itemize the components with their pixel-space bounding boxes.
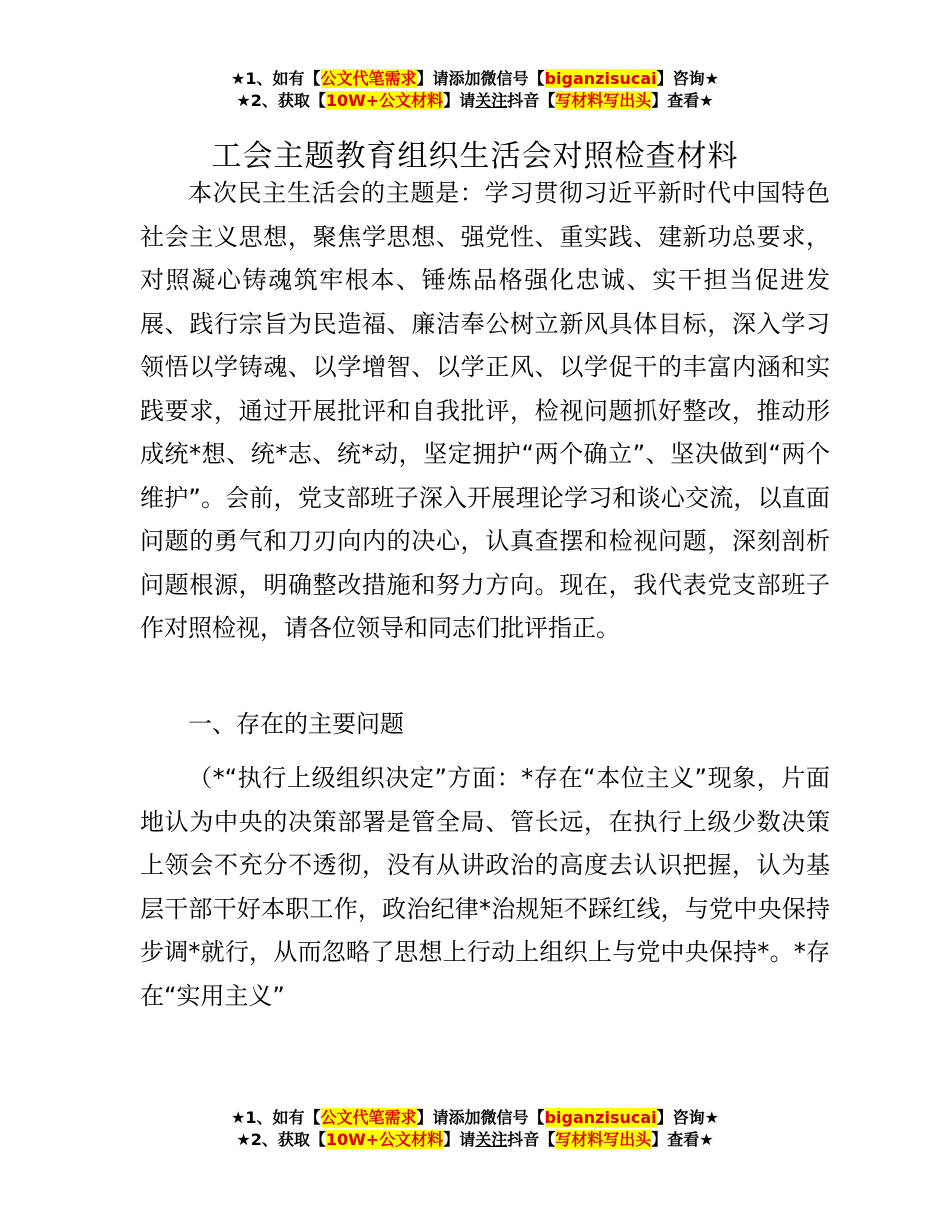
banner-text: 】查看★: [651, 1130, 714, 1149]
body-paragraph: [140, 172, 830, 651]
banner-line-2: [0, 90, 950, 112]
banner-text: ★1、如有【: [231, 1108, 321, 1127]
document-title: 工会主题教育组织生活会对照检查材料: [211, 139, 739, 175]
section-heading-text: 一、存在的主要问题: [188, 710, 404, 738]
banner-text: 微信号【: [480, 1108, 545, 1127]
paragraph-text: （*“执行上级组织决定”方面：*存在“本位主义”现象，片面地认为中央的决策部署是管全局、管长远，在执行上级少数决策上领会不充分不透彻，没有从讲政治的高度去认识把握，认为基层干部干好本职工作，政治纪律*治规矩不踩红线，与党中央保持步调*就行，从而忽略了思想上行动上组织上与党中央保持*。*存在“实用主义”: [140, 764, 830, 1010]
banner-text: 】咨询★: [656, 1108, 719, 1127]
banner-line-1: [0, 1107, 950, 1129]
banner-text: 】请: [416, 1108, 449, 1127]
banner-line-2: [0, 1129, 950, 1151]
banner-highlight: biganzisucai: [544, 69, 657, 88]
banner-text: ★1、如有【: [231, 69, 321, 88]
banner-highlight: 写材料写出头: [555, 1130, 652, 1149]
banner-text: 抖音【: [507, 91, 556, 110]
banner-text: 微信号【: [480, 69, 545, 88]
banner-text: 添加: [448, 69, 481, 88]
banner-text: ★2、获取【: [236, 1130, 326, 1149]
section-heading: [140, 703, 830, 747]
banner-highlight: 写材料写出头: [555, 91, 652, 110]
paragraph-text: 本次民主生活会的主题是：学习贯彻习近平新时代中国特色社会主义思想，聚焦学思想、强党性、重实践、建新功总要求，对照凝心铸魂筑牢根本、锤炼品格强化忠诚、实干担当促进发展、践行宗旨为民造福、廉洁奉公树立新风具体目标，深入学习领悟以学铸魂、以学增智、以学正风、以学促干的丰富内涵和实践要求，通过开展批评和自我批评，检视问题抓好整改，推动形成统*想、统*志、统*动，坚定拥护“两个确立”、坚决做到“两个维护”。会前，党支部班子深入开展理论学习和谈心交流，以直面问题的勇气和刀刃向内的决心，认真查摆和检视问题，深刻剖析问题根源，明确整改措施和努力方向。现在，我代表党支部班子作对照检视，请各位领导和同志们批评指正。: [140, 179, 830, 642]
banner-text: 抖音【: [507, 1130, 556, 1149]
banner-text: 】请: [443, 91, 476, 110]
banner-line-1: [0, 68, 950, 90]
banner-highlight: 10W+公文材料: [325, 1130, 444, 1149]
footer-banner: [0, 1107, 950, 1151]
banner-text: 】请: [443, 1130, 476, 1149]
banner-highlight: biganzisucai: [544, 1108, 657, 1127]
banner-text: 添加: [448, 1108, 481, 1127]
banner-text: ★2、获取【: [236, 91, 326, 110]
banner-highlight: 公文代笔需求: [320, 1108, 417, 1127]
banner-highlight: 公文代笔需求: [320, 69, 417, 88]
banner-highlight: 10W+公文材料: [325, 91, 444, 110]
banner-text: 关注: [475, 1130, 508, 1149]
banner-text: 关注: [475, 91, 508, 110]
body-paragraph: [140, 757, 830, 1018]
banner-text: 】咨询★: [656, 69, 719, 88]
banner-text: 】查看★: [651, 91, 714, 110]
header-banner: [0, 68, 950, 112]
banner-text: 】请: [416, 69, 449, 88]
